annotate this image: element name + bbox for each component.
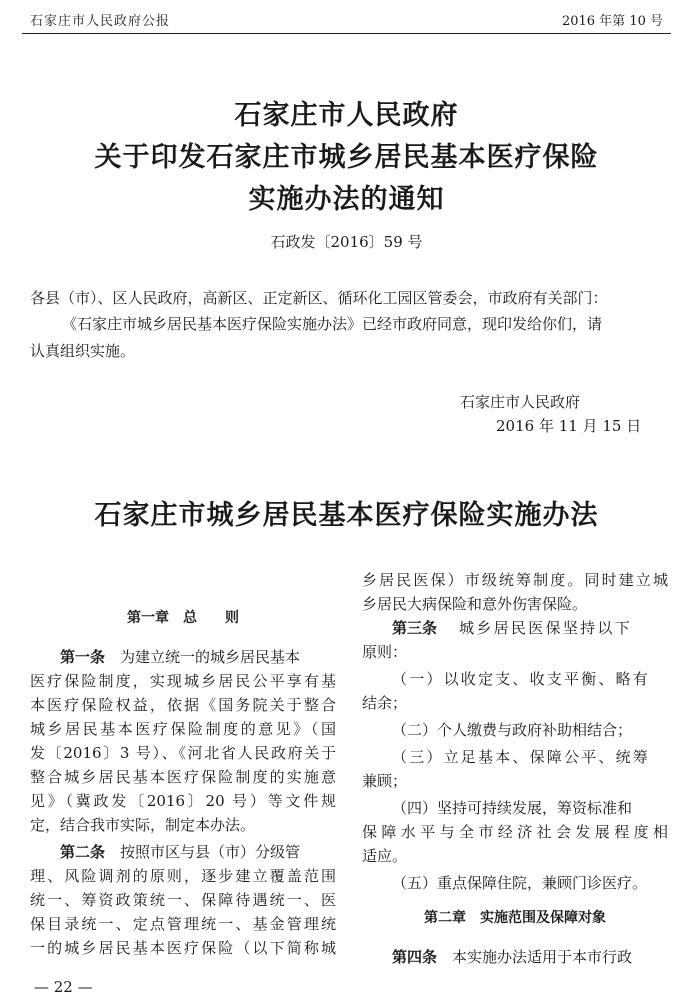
principle-3-cont: 兼顾；	[362, 772, 408, 790]
header-divider	[22, 33, 671, 34]
principle-5: （五）重点保障住院，兼顾门诊医疗。	[392, 874, 648, 892]
article-2-label: 第二条	[60, 843, 106, 861]
left-column	[30, 606, 336, 960]
signature-date: 2016 年 11 月 15 日	[496, 417, 642, 435]
continued-line: 乡居民医保）市级统筹制度。同时建立城	[362, 571, 668, 589]
article-1-line: 城乡居民基本医疗保险制度的意见》（国	[30, 720, 336, 738]
document-number: 石政发〔2016〕59 号	[270, 233, 423, 251]
article-3-line: 原则：	[362, 643, 408, 661]
chapter-1-heading: 第一章 总 则	[127, 610, 239, 626]
measures-title: 石家庄市城乡居民基本医疗保险实施办法	[94, 500, 599, 531]
article-1-line: 见》（冀政发〔2016〕20 号）等文件规	[30, 792, 336, 810]
issue-number: 2016 年第 10 号	[561, 14, 663, 29]
article-3-text-start: 城乡居民医保坚持以下	[459, 619, 633, 637]
addressee: 各县（市）、区人民政府，高新区、正定新区、循环化工园区管委会，市政府有关部门：	[30, 289, 608, 307]
principle-3: （三）立足基本、保障公平、统筹	[392, 748, 651, 766]
article-2-line: 统一、筹资政策统一、保障待遇统一、医	[30, 891, 336, 909]
notice-title-line-3: 实施办法的通知	[248, 184, 445, 215]
page-number: — 22 —	[34, 978, 93, 996]
article-1-line: 本医疗保险权益，依据《国务院关于整合	[30, 696, 336, 714]
principle-1: （一）以收定支、收支平衡、略有	[392, 670, 651, 688]
notice-body-line-2: 认真组织实施。	[30, 342, 136, 360]
article-1-line: 医疗保险制度，实现城乡居民公平享有基	[30, 672, 336, 690]
notice-title-line-1: 石家庄市人民政府	[234, 100, 459, 131]
article-1-line: 定，结合我市实际，制定本办法。	[30, 816, 256, 834]
article-1-label: 第一条	[60, 648, 106, 666]
article-2-line: 保目录统一、定点管理统一、基金管理统	[30, 915, 336, 933]
signature-organization: 石家庄市人民政府	[460, 393, 581, 411]
article-1-first-line	[30, 645, 336, 669]
article-4-text-start: 本实施办法适用于本市行政	[452, 948, 633, 966]
gazette-name: 石家庄市人民政府公报	[30, 14, 171, 29]
principle-4-cont: 适应。	[362, 847, 408, 865]
article-4-label: 第四条	[392, 948, 438, 966]
article-3-label: 第三条	[392, 619, 438, 637]
notice-body-line-1: 《石家庄市城乡居民基本医疗保险实施办法》已经市政府同意，现印发给你们，请	[62, 315, 603, 333]
article-1-line: 整合城乡居民基本医疗保险制度的实施意	[30, 768, 336, 786]
article-2-line: 一的城乡居民基本医疗保险（以下简称城	[30, 939, 336, 957]
chapter-2-heading: 第二章 实施范围及保障对象	[424, 910, 606, 926]
principle-1-cont: 结余；	[362, 694, 408, 712]
continued-line: 乡居民大病保险和意外伤害保险。	[362, 595, 588, 613]
article-3-first-line	[362, 616, 668, 640]
article-2-text-start: 按照市区与县（市）分级管	[120, 843, 301, 861]
notice-title-line-2: 关于印发石家庄市城乡居民基本医疗保险	[94, 142, 599, 173]
article-1-text-start: 为建立统一的城乡居民基本	[120, 648, 301, 666]
article-2-line: 理、风险调剂的原则，逐步建立覆盖范围	[30, 867, 336, 885]
right-column	[362, 568, 668, 969]
article-2-first-line	[30, 840, 336, 864]
principle-2: （二）个人缴费与政府补助相结合；	[392, 721, 633, 739]
principle-4-cont: 保障水平与全市经济社会发展程度相	[362, 823, 668, 841]
article-1-line: 发〔2016〕3 号）、《河北省人民政府关于	[30, 744, 336, 762]
principle-4: （四）坚持可持续发展，筹资标准和	[392, 799, 633, 817]
article-4-first-line	[362, 945, 668, 969]
